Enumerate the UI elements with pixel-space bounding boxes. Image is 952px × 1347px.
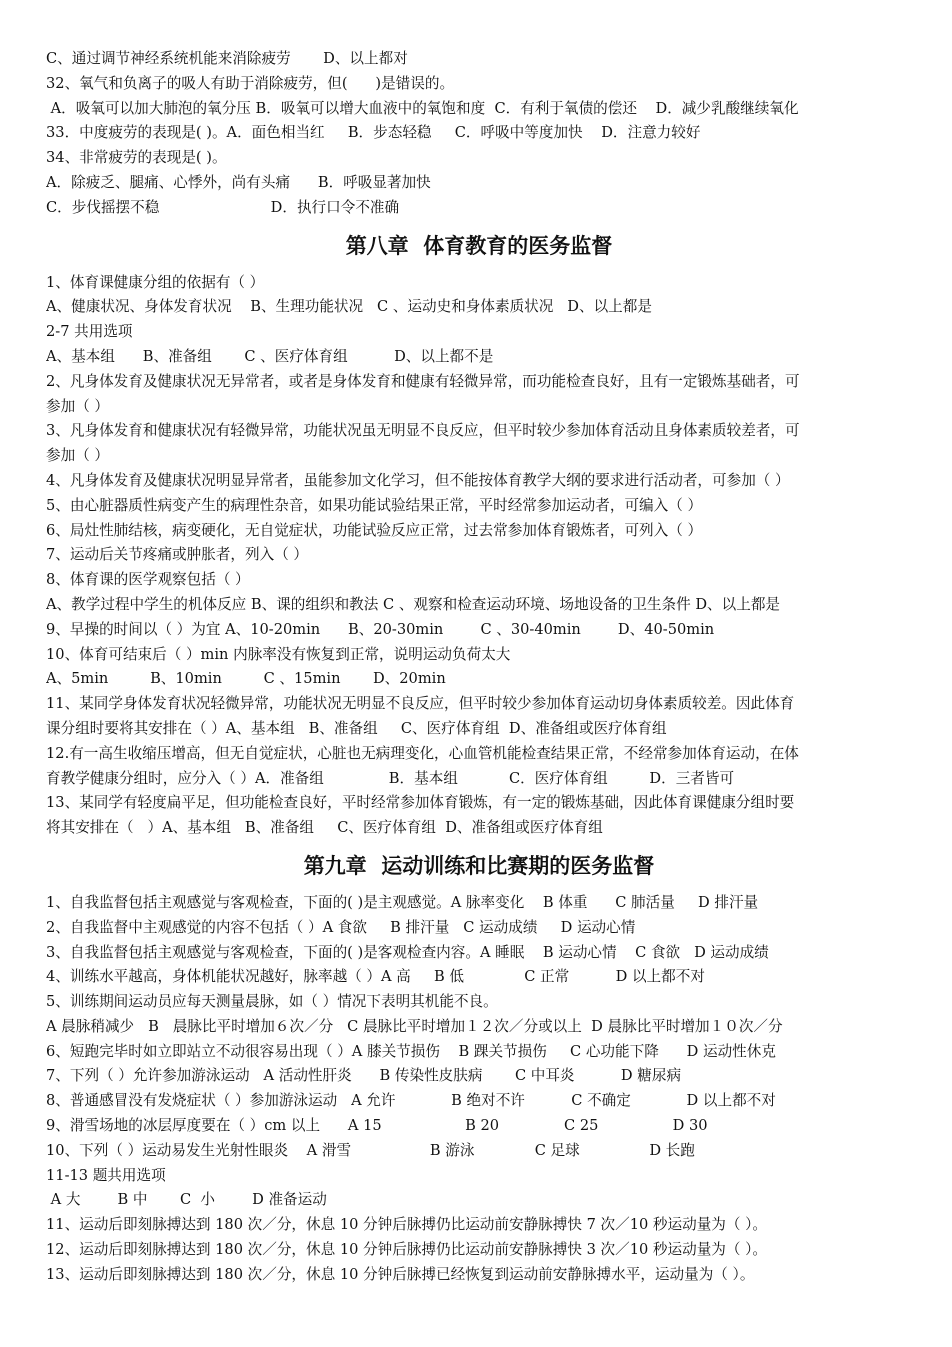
text-line: 7、下列（ ）允许参加游泳运动 A 活动性肝炎 B 传染性皮肤病 C 中耳炎 D 糖尿病 — [46, 1067, 682, 1085]
text-line: 5、训练期间运动员应每天测量晨脉，如（ ）情况下表明其机能不良。 — [46, 993, 498, 1011]
text-line: C．步伐摇摆不稳 D．执行口令不准确 — [46, 198, 400, 216]
text-line: 参加（ ） — [46, 397, 110, 415]
text-line: 11-13 题共用选项 — [46, 1166, 166, 1184]
text-line: 4、训练水平越高，身体机能状况越好，脉率越（ ）A 高 B 低 C 正常 D 以上都不对 — [46, 968, 705, 986]
text-line: 参加（ ） — [46, 447, 110, 465]
text-line: A．除疲乏、腿痛、心悸外，尚有头痛 B．呼吸显著加快 — [46, 173, 431, 191]
text-line: A、教学过程中学生的机体反应 B、课的组织和教法 C 、观察和检查运动环境、场地设备的卫生条件 D、以上都是 — [46, 595, 781, 613]
text-line: 13、运动后即刻脉搏达到 180 次／分，休息 10 分钟后脉搏已经恢复到运动前安静脉搏水平，运动量为（ ）。 — [46, 1265, 755, 1283]
text-line: 1、体育课健康分组的依据有（ ） — [46, 273, 265, 291]
text-line: 3、自我监督包括主观感觉与客观检查，下面的( )是客观检查内容。A 睡眠 B 运动心情 C 食欲 D 运动成绩 — [46, 943, 769, 961]
text-line: A、5min B、10min C 、15min D、20min — [46, 670, 446, 688]
text-line: 5、由心脏器质性病变产生的病理性杂音，如果功能试验结果正常，平时经常参加运动者，可编入（ ） — [46, 496, 703, 514]
text-line: A、健康状况、身体发育状况 B、生理功能状况 C 、运动史和身体素质状况 D、以上都是 — [46, 298, 652, 316]
text-line: 2、凡身体发育及健康状况无异常者，或者是身体发育和健康有轻微异常，而功能检查良好，且有一定锻炼基础者，可 — [46, 372, 800, 390]
chapter-9-heading: 第九章 运动训练和比赛期的医务监督 — [303, 853, 655, 878]
text-line: 6、局灶性肺结核，病变硬化，无自觉症状，功能试验反应正常，过去常参加体育锻炼者，可列入（ ） — [46, 521, 703, 539]
text-line: 8、体育课的医学观察包括（ ） — [46, 571, 250, 589]
text-line: 10、体育可结束后（ ）min 内脉率没有恢复到正常，说明运动负荷太大 — [46, 645, 511, 663]
text-line: 8、普通感冒没有发烧症状（ ）参加游泳运动 A 允许 B 绝对不许 C 不确定 D 以上都不对 — [46, 1092, 776, 1110]
text-line: 2、自我监督中主观感觉的内容不包括（ ）A 食欲 B 排汗量 C 运动成绩 D 运动心情 — [46, 918, 636, 936]
chapter-9-questions — [46, 891, 912, 1288]
text-line: 1、自我监督包括主观感觉与客观检查，下面的( )是主观感觉。A 脉率变化 B 体重 C 肺活量 D 排汗量 — [46, 893, 759, 911]
text-line: 33．中度疲劳的表现是( )。A．面色相当红 B．步态轻稳 C．呼吸中等度加快 D．注意力较好 — [46, 124, 701, 142]
chapter-7-tail — [46, 47, 912, 221]
text-line: 6、短跑完毕时如立即站立不动很容易出现（ ）A 膝关节损伤 B 踝关节损伤 C 心功能下降 D 运动性休克 — [46, 1042, 776, 1060]
text-line: 9、滑雪场地的冰层厚度要在（ ）cm 以上 A 15 B 20 C 25 D 30 — [46, 1117, 708, 1135]
text-line: 课分组时要将其安排在（ ）A、基本组 B、准备组 C、医疗体育组 D、准备组或医疗体育组 — [46, 719, 667, 737]
text-line: A 晨脉稍减少 B 晨脉比平时增加６次／分 C 晨脉比平时增加１２次／分或以上 D 晨脉比平时增加１０次／分 — [46, 1017, 783, 1035]
text-line: 4、凡身体发育及健康状况明显异常者，虽能参加文化学习，但不能按体育教学大纲的要求进行活动者，可参加（ ） — [46, 471, 790, 489]
text-line: 10、下列（ ）运动易发生光射性眼炎 A 滑雪 B 游泳 C 足球 D 长跑 — [46, 1141, 695, 1159]
text-line: 34、非常疲劳的表现是( )。 — [46, 149, 227, 167]
text-line: 13、某同学有轻度扁平足，但功能检查良好，平时经常参加体育锻炼，有一定的锻炼基础，因此体育课健康分组时要 — [46, 794, 795, 812]
text-line: C、通过调节神经系统机能来消除疲劳 D、以上都对 — [46, 50, 408, 67]
chapter-8-heading: 第八章 体育教育的医务监督 — [345, 233, 613, 258]
text-line: A 大 B 中 C 小 D 准备运动 — [46, 1191, 327, 1209]
text-line: 11、某同学身体发育状况轻微异常，功能状况无明显不良反应，但平时较少参加体育运动切身体素质较差。因此体育 — [46, 695, 795, 713]
text-line: 11、运动后即刻脉搏达到 180 次／分，休息 10 分钟后脉搏仍比运动前安静脉搏快 7 次／10 秒运动量为（ ）。 — [46, 1216, 768, 1234]
text-line: 3、凡身体发育和健康状况有轻微异常，功能状况虽无明显不良反应，但平时较少参加体育活动且身体素质较差者，可 — [46, 422, 800, 440]
chapter-8-questions — [46, 271, 912, 841]
text-line: 育教学健康分组时，应分入（ ）A．准备组 B．基本组 C．医疗体育组 D．三者皆可 — [46, 769, 735, 787]
text-line: A．吸氧可以加大肺泡的氧分压 B．吸氧可以增大血液中的氧饱和度 C．有利于氧债的偿还 D．减少乳酸继续氧化 — [46, 99, 799, 117]
text-line: 将其安排在（ ）A、基本组 B、准备组 C、医疗体育组 D、准备组或医疗体育组 — [46, 819, 603, 837]
text-line: 12、运动后即刻脉搏达到 180 次／分，休息 10 分钟后脉搏仍比运动前安静脉搏快 3 次／10 秒运动量为（ ）。 — [46, 1241, 768, 1259]
text-line: 2-7 共用选项 — [46, 323, 133, 341]
text-line: A、基本组 B、准备组 C 、医疗体育组 D、以上都不是 — [46, 347, 494, 365]
text-line: 32、氧气和负离子的吸人有助于消除疲劳，但( )是错误的。 — [46, 74, 455, 92]
text-line: 9、早操的时间以（ ）为宜 A、10-20min B、20-30min C 、30-40min D、40-50min — [46, 620, 715, 638]
text-line: 7、运动后关节疼痛或肿胀者，列入（ ） — [46, 546, 309, 564]
text-line: 12.有一高生收缩压增高，但无自觉症状，心脏也无病理变化，心血管机能检查结果正常，不经常参加体育运动，在体 — [46, 744, 799, 762]
